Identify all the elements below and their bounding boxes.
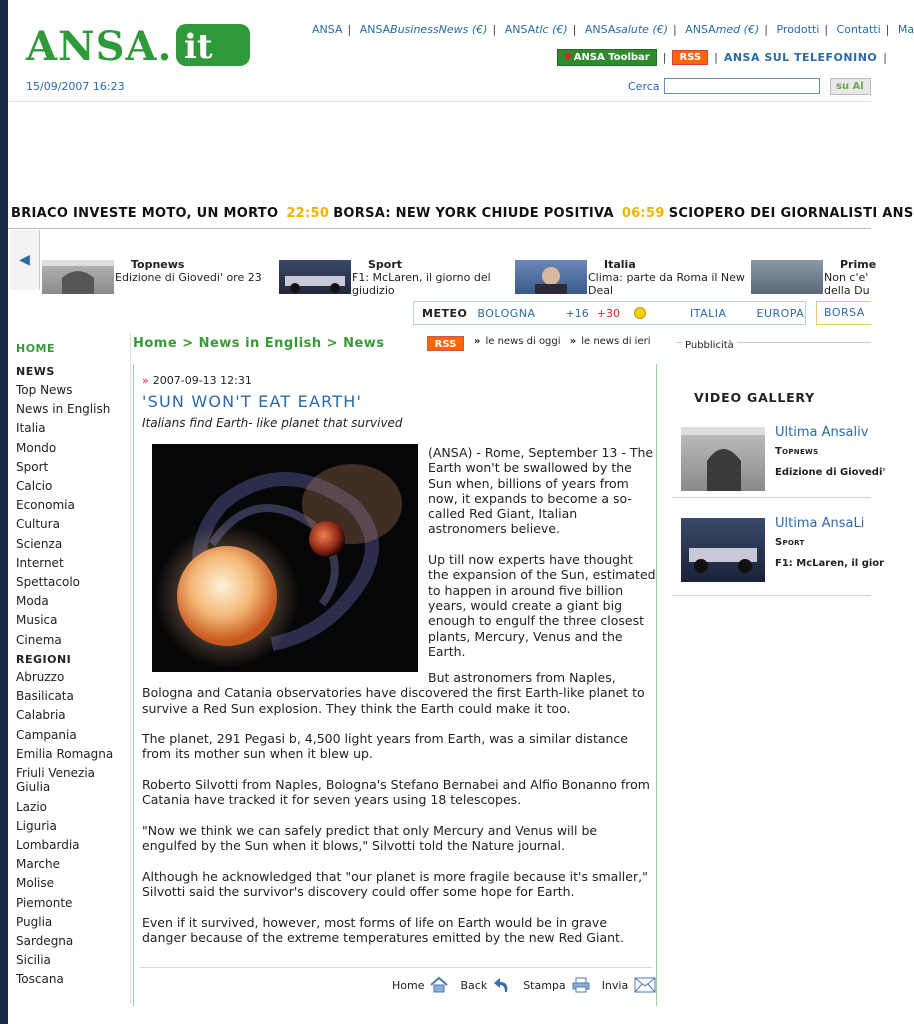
video-gallery-title: VIDEO GALLERY [694, 390, 816, 405]
meteo-min-temp: +16 [565, 306, 589, 320]
sidebar-home-link[interactable]: HOME [16, 342, 56, 355]
person-thumbnail-icon [515, 260, 587, 294]
f1-thumbnail [279, 260, 351, 294]
article-paragraph: (ANSA) - Rome, September 13 - The Earth won't be swallowed by the Sun when, billions of years from now, it expands to become a so-called Red Giant, Italian astronomers believe. [428, 445, 654, 537]
current-date: 15/09/2007 16:23 [26, 80, 125, 93]
breadcrumb-home[interactable]: Home [133, 336, 178, 351]
video-item[interactable] [672, 508, 885, 596]
sidebar-region-campania[interactable]: Campania [16, 727, 77, 742]
carousel-prev-button[interactable] [10, 230, 40, 290]
article-paragraph: "Now we think we can safely predict that only Mercury and Venus will be engulfed by the Sun when it blows," Silvotti told the Nature journal. [142, 822, 598, 854]
sidebar-item-calcio[interactable]: Calcio [16, 479, 53, 493]
sidebar-region-marche[interactable]: Marche [16, 857, 60, 872]
arch-thumbnail-icon [42, 260, 114, 294]
news-ieri-link[interactable]: le news di ieri [581, 336, 651, 347]
sidebar-region-basilicata[interactable]: Basilicata [16, 689, 74, 704]
article-footer-divider [140, 967, 652, 968]
carousel-title: Italia [604, 258, 636, 271]
meteo-label: METEO [422, 306, 468, 320]
sidebar-region-lazio[interactable]: Lazio [16, 799, 48, 814]
sidebar-item-musica[interactable]: Musica [16, 613, 58, 628]
sidebar-item-mondo[interactable]: Mondo [16, 440, 57, 455]
ticker-item[interactable]: BORSA: NEW YORK CHIUDE POSITIVA [333, 206, 614, 221]
article-paragraph: Even if it survived, however, most forms of life on Earth would be in grave danger because of the extreme temperatures emitted by the new Red Giant. [142, 914, 624, 946]
car-thumbnail-icon [681, 518, 765, 582]
video-category: Topnews [775, 446, 819, 457]
nav-link-business[interactable]: ANSABusinessNews (€) [359, 23, 488, 36]
sidebar-region-piemonte[interactable]: Piemonte [16, 895, 73, 910]
footer-print-button[interactable]: Stampa [523, 977, 589, 993]
ansa-logo-graphic [24, 18, 254, 70]
meteo-city-select[interactable]: BOLOGNA [477, 306, 536, 320]
article-body [142, 670, 652, 961]
sidebar-item-top-news[interactable]: Top News [16, 383, 73, 397]
article-paragraph: The planet, 291 Pegasi b, 4,500 light years from Earth, was a similar distance from its mother sun when it blew up. [142, 731, 628, 762]
breadcrumb: Home > News in English > News [133, 336, 385, 351]
header-divider [8, 101, 871, 102]
sidebar-item-scienza[interactable]: Scienza [16, 536, 63, 551]
article-image [152, 444, 418, 672]
home-icon [430, 977, 448, 993]
video-title[interactable]: Ultima AnsaLi [775, 516, 865, 531]
building-thumbnail [42, 260, 114, 294]
sky-thumbnail [751, 260, 823, 294]
carousel-title: Sport [368, 258, 403, 271]
article-date: » 2007-09-13 12:31 [142, 374, 252, 387]
sidebar-region-emilia-romagna[interactable]: Emilia Romagna [16, 746, 114, 761]
video-desc: Edizione di Giovedi' [775, 467, 886, 478]
sidebar-news-header: NEWS [16, 365, 55, 378]
sidebar-item-cultura[interactable]: Cultura [16, 517, 60, 532]
carousel-title: Prime [840, 258, 877, 271]
article-paragraph: Although he acknowledged that "our planet is more fragile because it's smaller," Silvotti said the survivor's discovery could offer some hope for Earth. [142, 868, 648, 900]
rss-button[interactable]: RSS [672, 50, 708, 65]
ticker-time: 06:59 [621, 206, 665, 221]
borsa-link[interactable]: BORSA [816, 301, 871, 325]
carousel-title: Topnews [131, 258, 185, 271]
ticker-divider [8, 228, 871, 229]
meteo-max-temp: +30 [596, 306, 620, 320]
meteo-bar [413, 301, 806, 325]
sidebar-item-sport[interactable]: Sport [16, 459, 49, 474]
breadcrumb-news-in-english[interactable]: News in English [198, 336, 322, 351]
video-category: Sport [775, 537, 805, 548]
article-subtitle: Italians find Earth- like planet that survived [142, 416, 403, 430]
back-arrow-icon [493, 976, 511, 994]
arch-thumbnail-icon [681, 427, 765, 491]
sidebar-item-italia[interactable]: Italia [16, 421, 46, 436]
carousel-desc: Clima: parte da Roma il New Deal [588, 271, 745, 297]
article-title: 'SUN WON'T EAT EARTH' [142, 392, 363, 411]
sidebar-region-sardegna[interactable]: Sardegna [16, 933, 74, 948]
nav-link-salute[interactable]: ANSAsalute (€) [584, 23, 669, 36]
sidebar-region-abruzzo[interactable]: Abruzzo [16, 670, 65, 684]
sidebar-item-spettacolo[interactable]: Spettacolo [16, 575, 80, 589]
nav-link-mappa[interactable]: Ma [897, 23, 914, 36]
meteo-europa-link[interactable]: EUROPA [756, 306, 805, 320]
ansa-toolbar-button[interactable]: ▼ ANSA Toolbar [557, 49, 657, 66]
video-thumbnail [681, 518, 765, 582]
sidebar-region-lombardia[interactable]: Lombardia [16, 837, 80, 852]
sidebar-region-sicilia[interactable]: Sicilia [16, 953, 51, 968]
news-oggi-link[interactable]: le news di oggi [485, 336, 561, 347]
article-paragraph: Bologna and Catania observatories have discovered the first Earth-like planet to survive a Red Sun explosion. They think the Earth could make it too. [142, 685, 645, 716]
carousel-item-prime[interactable] [751, 258, 877, 297]
search-button[interactable]: su Al [830, 78, 871, 95]
news-ticker [11, 206, 913, 221]
envelope-icon [634, 977, 656, 993]
article-paragraph: Up till now experts have thought the expansion of the Sun, estimated to happen in around five billion years, would create a giant big enough to engulf the three closest plants, Mercury, Venus and the Earth. [428, 552, 656, 659]
sidebar-item-internet[interactable]: Internet [16, 555, 64, 570]
download-arrow-icon: ▼ [564, 52, 572, 63]
article-paragraph-lead: But astronomers from Naples, [428, 670, 616, 685]
nav-link-contatti[interactable]: Contatti [836, 23, 881, 36]
carousel-desc: Non c'e' della Du [824, 271, 870, 297]
sidebar-region-puglia[interactable]: Puglia [16, 914, 53, 929]
video-title[interactable]: Ultima Ansaliv [775, 425, 869, 440]
footer-back-button[interactable]: Back [460, 976, 511, 994]
carousel-desc: Edizione di Giovedi' ore 23 [115, 271, 262, 284]
ticker-item[interactable]: BRIACO INVESTE MOTO, UN MORTO [11, 206, 279, 221]
article [133, 364, 657, 1006]
advertising-box: Pubblicità [676, 342, 871, 366]
svg-text:ANSA.: ANSA. [26, 23, 173, 70]
portrait-thumbnail [515, 260, 587, 294]
footer-send-button[interactable]: Invia [602, 977, 657, 993]
toolbar-row: ▼ ANSA Toolbar | RSS | ANSA SUL TELEFONINO | [557, 49, 893, 66]
news-day-links: » le news di oggi » le news di ieri [474, 336, 651, 347]
video-item[interactable] [672, 416, 886, 498]
sidebar-item-economia[interactable]: Economia [16, 498, 75, 513]
sidebar-region-calabria[interactable]: Calabria [16, 708, 66, 723]
news-rss-button[interactable]: RSS [427, 336, 464, 351]
meteo-italia-link[interactable]: ITALIA [689, 306, 727, 320]
footer-home-button[interactable]: Home [392, 977, 448, 993]
sidebar-region-toscana[interactable]: Toscana [16, 972, 64, 987]
nav-link-tlc[interactable]: ANSAtlc (€) [504, 23, 568, 36]
sidebar-item-cinema[interactable]: Cinema [16, 632, 62, 647]
sidebar-regioni-header: REGIONI [16, 653, 72, 666]
car-thumbnail-icon [279, 260, 351, 294]
article-footer [392, 976, 668, 994]
sidebar-divider [130, 332, 131, 1004]
article-intro [428, 445, 656, 674]
video-desc: F1: McLaren, il gior [775, 558, 885, 569]
video-thumbnail [681, 427, 765, 491]
raquo-icon: » [142, 374, 149, 387]
breadcrumb-news[interactable]: News [343, 336, 385, 351]
left-edge-bar [0, 0, 8, 1024]
sidebar-item-moda[interactable]: Moda [16, 594, 49, 609]
printer-icon [572, 977, 590, 993]
nav-link-ansa[interactable]: ANSA [312, 23, 343, 36]
nav-link-med[interactable]: ANSAmed (€) [685, 23, 760, 36]
ticker-item[interactable]: SCIOPERO DEI GIORNALISTI ANS [668, 206, 914, 221]
sidebar-region-molise[interactable]: Molise [16, 876, 54, 891]
search-label: Cerca [628, 80, 660, 93]
search-input[interactable] [664, 78, 820, 94]
article-paragraph: Roberto Silvotti from Naples, Bologna's Stefano Bernabei and Alfio Bonanno from Catania have tracked it for seven years using 18 telescopes. [142, 777, 650, 808]
ticker-time: 22:50 [286, 206, 330, 221]
ansa-logo[interactable] [24, 18, 254, 70]
sidebar-region-liguria[interactable]: Liguria [16, 818, 57, 833]
sidebar-region-friuli-venezia-giulia[interactable]: Friuli Venezia Giulia [16, 766, 96, 794]
sidebar-item-news-in-english[interactable]: News in English [16, 402, 111, 417]
arrow-left-icon: ◀ [19, 252, 30, 268]
nav-link-prodotti[interactable]: Prodotti [776, 23, 820, 36]
sun-icon [634, 307, 646, 319]
svg-text:it: it [184, 27, 213, 67]
telefonino-link[interactable]: ANSA SUL TELEFONINO [723, 51, 878, 64]
top-nav: ANSA | ANSABusinessNews (€) | ANSAtlc (€) | ANSAsalute (€) | ANSAmed (€) | Prodotti | Contatti | Ma [312, 23, 914, 36]
red-giant-planet-illustration [152, 444, 418, 672]
carousel-desc: F1: McLaren, il giorno del giudizio [352, 271, 491, 297]
